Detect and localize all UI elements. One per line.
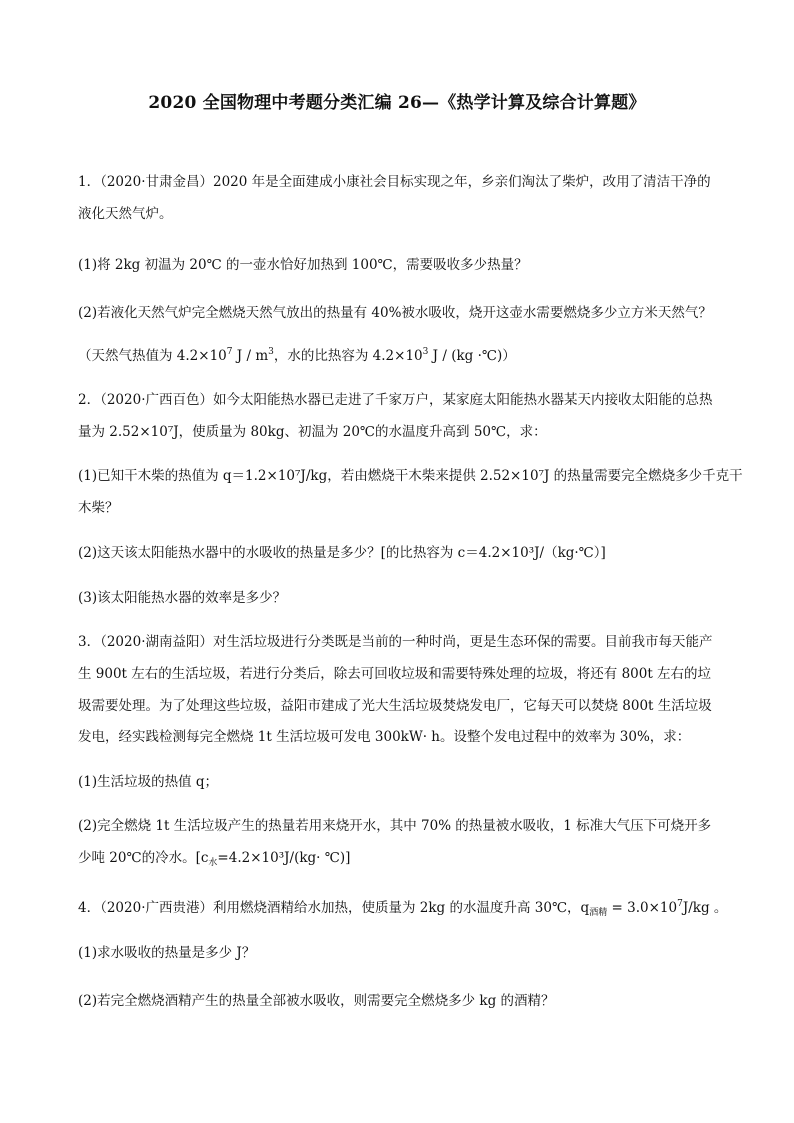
- q1-note-a: （天然气热值为 4.2×10: [78, 348, 227, 364]
- q3-line-4: 发电，经实践检测每完全燃烧 1t 生活垃圾可发电 300kW· h。设整个发电过程中的效率为 30%，求：: [78, 729, 691, 745]
- q3-part-2-cont: [78, 848, 738, 873]
- q3-line-3: 圾需要处理。为了处理这些垃圾，益阳市建成了光大生活垃圾焚烧发电厂，它每天可以焚烧 800t 生活垃圾: [78, 698, 712, 714]
- q3-line-2: 生 900t 左右的生活垃圾，若进行分类后，除去可回收垃圾和需要特殊处理的垃圾，将还有 800t 左右的垃: [78, 666, 712, 682]
- q1-note-c: ，水的比热容为 4.2×10: [273, 348, 423, 364]
- page-title: 2020 全国物理中考题分类汇编 26—《热学计算及综合计算题》: [148, 93, 646, 113]
- q3-line-1: 3．（2020·湖南益阳）对生活垃圾进行分类既是当前的一种时尚，更是生态环保的需要。目前我市每天能产: [78, 634, 713, 650]
- q1-note-a-sup: 7: [226, 347, 233, 357]
- q2-line-2: 量为 2.52×10⁷J，使质量为 80kg、初温为 20℃的水温度升高到 50℃，求：: [78, 424, 547, 440]
- q2-part-1-cont: 木柴？: [78, 500, 119, 516]
- q4-line-a: 4．（2020·广西贵港）利用燃烧酒精给水加热，使质量为 2kg 的水温度升高 30℃，q: [78, 900, 590, 916]
- q1-line-1: 1．（2020·甘肃金昌）2020 年是全面建成小康社会目标实现之年，乡亲们淘汰了柴炉，改用了清洁干净的: [78, 174, 711, 190]
- q1-note-d: J / (kg ·℃)）: [428, 348, 516, 364]
- q1-note-b-sup: 3: [268, 347, 274, 357]
- q1-note-c-sup: 3: [422, 347, 429, 357]
- q2-part-3: (3)该太阳能热水器的效率是多少？: [78, 590, 287, 606]
- q4-line-b: = 3.0×10: [607, 900, 678, 916]
- q4-part-2: (2)若完全燃烧酒精产生的热量全部被水吸收，则需要完全燃烧多少 kg 的酒精？: [78, 993, 555, 1009]
- q4-alcohol-subscript: 酒精: [589, 908, 608, 918]
- q1-part-1: (1)将 2kg 初温为 20℃ 的一壶水恰好加热到 100℃，需要吸收多少热量？: [78, 257, 528, 273]
- q3-part-2-cont-a: 少吨 20℃的冷水。[c: [78, 850, 209, 866]
- q2-part-2: (2)这天该太阳能热水器中的水吸收的热量是多少？[的比热容为 c＝4.2×10³J/（kg·℃）]: [78, 545, 606, 561]
- q4-part-1: (1)求水吸收的热量是多少 J？: [78, 945, 256, 961]
- q3-water-subscript: 水: [208, 858, 218, 868]
- q3-part-2: (2)完全燃烧 1t 生活垃圾产生的热量若用来烧开水，其中 70% 的热量被水吸收，1 标准大气压下可烧开多: [78, 818, 712, 834]
- q3-part-2-cont-b: =4.2×10³J/(kg· ℃)]: [217, 850, 351, 866]
- q1-line-2: 液化天然气炉。: [78, 206, 173, 222]
- q1-part-2: (2)若液化天然气炉完全燃烧天然气放出的热量有 40%被水吸收，烧开这壶水需要燃烧多少立方米天然气？: [78, 305, 712, 321]
- q1-note-b: J / m: [232, 348, 269, 364]
- q4-line-c: J/kg 。: [682, 900, 728, 916]
- q2-part-1: (1)已知干木柴的热值为 q＝1.2×10⁷J/kg，若由燃烧干木柴来提供 2.52×10⁷J 的热量需要完全燃烧多少千克干: [78, 468, 743, 484]
- q2-line-1: 2．（2020·广西百色）如今太阳能热水器已走进了千家万户，某家庭太阳能热水器某天内接收太阳能的总热: [78, 392, 713, 408]
- q3-part-1: (1)生活垃圾的热值 q；: [78, 774, 219, 790]
- q1-note: [78, 342, 738, 366]
- q4-line-1: [78, 894, 738, 923]
- q4-line-b-sup: 7: [677, 899, 683, 909]
